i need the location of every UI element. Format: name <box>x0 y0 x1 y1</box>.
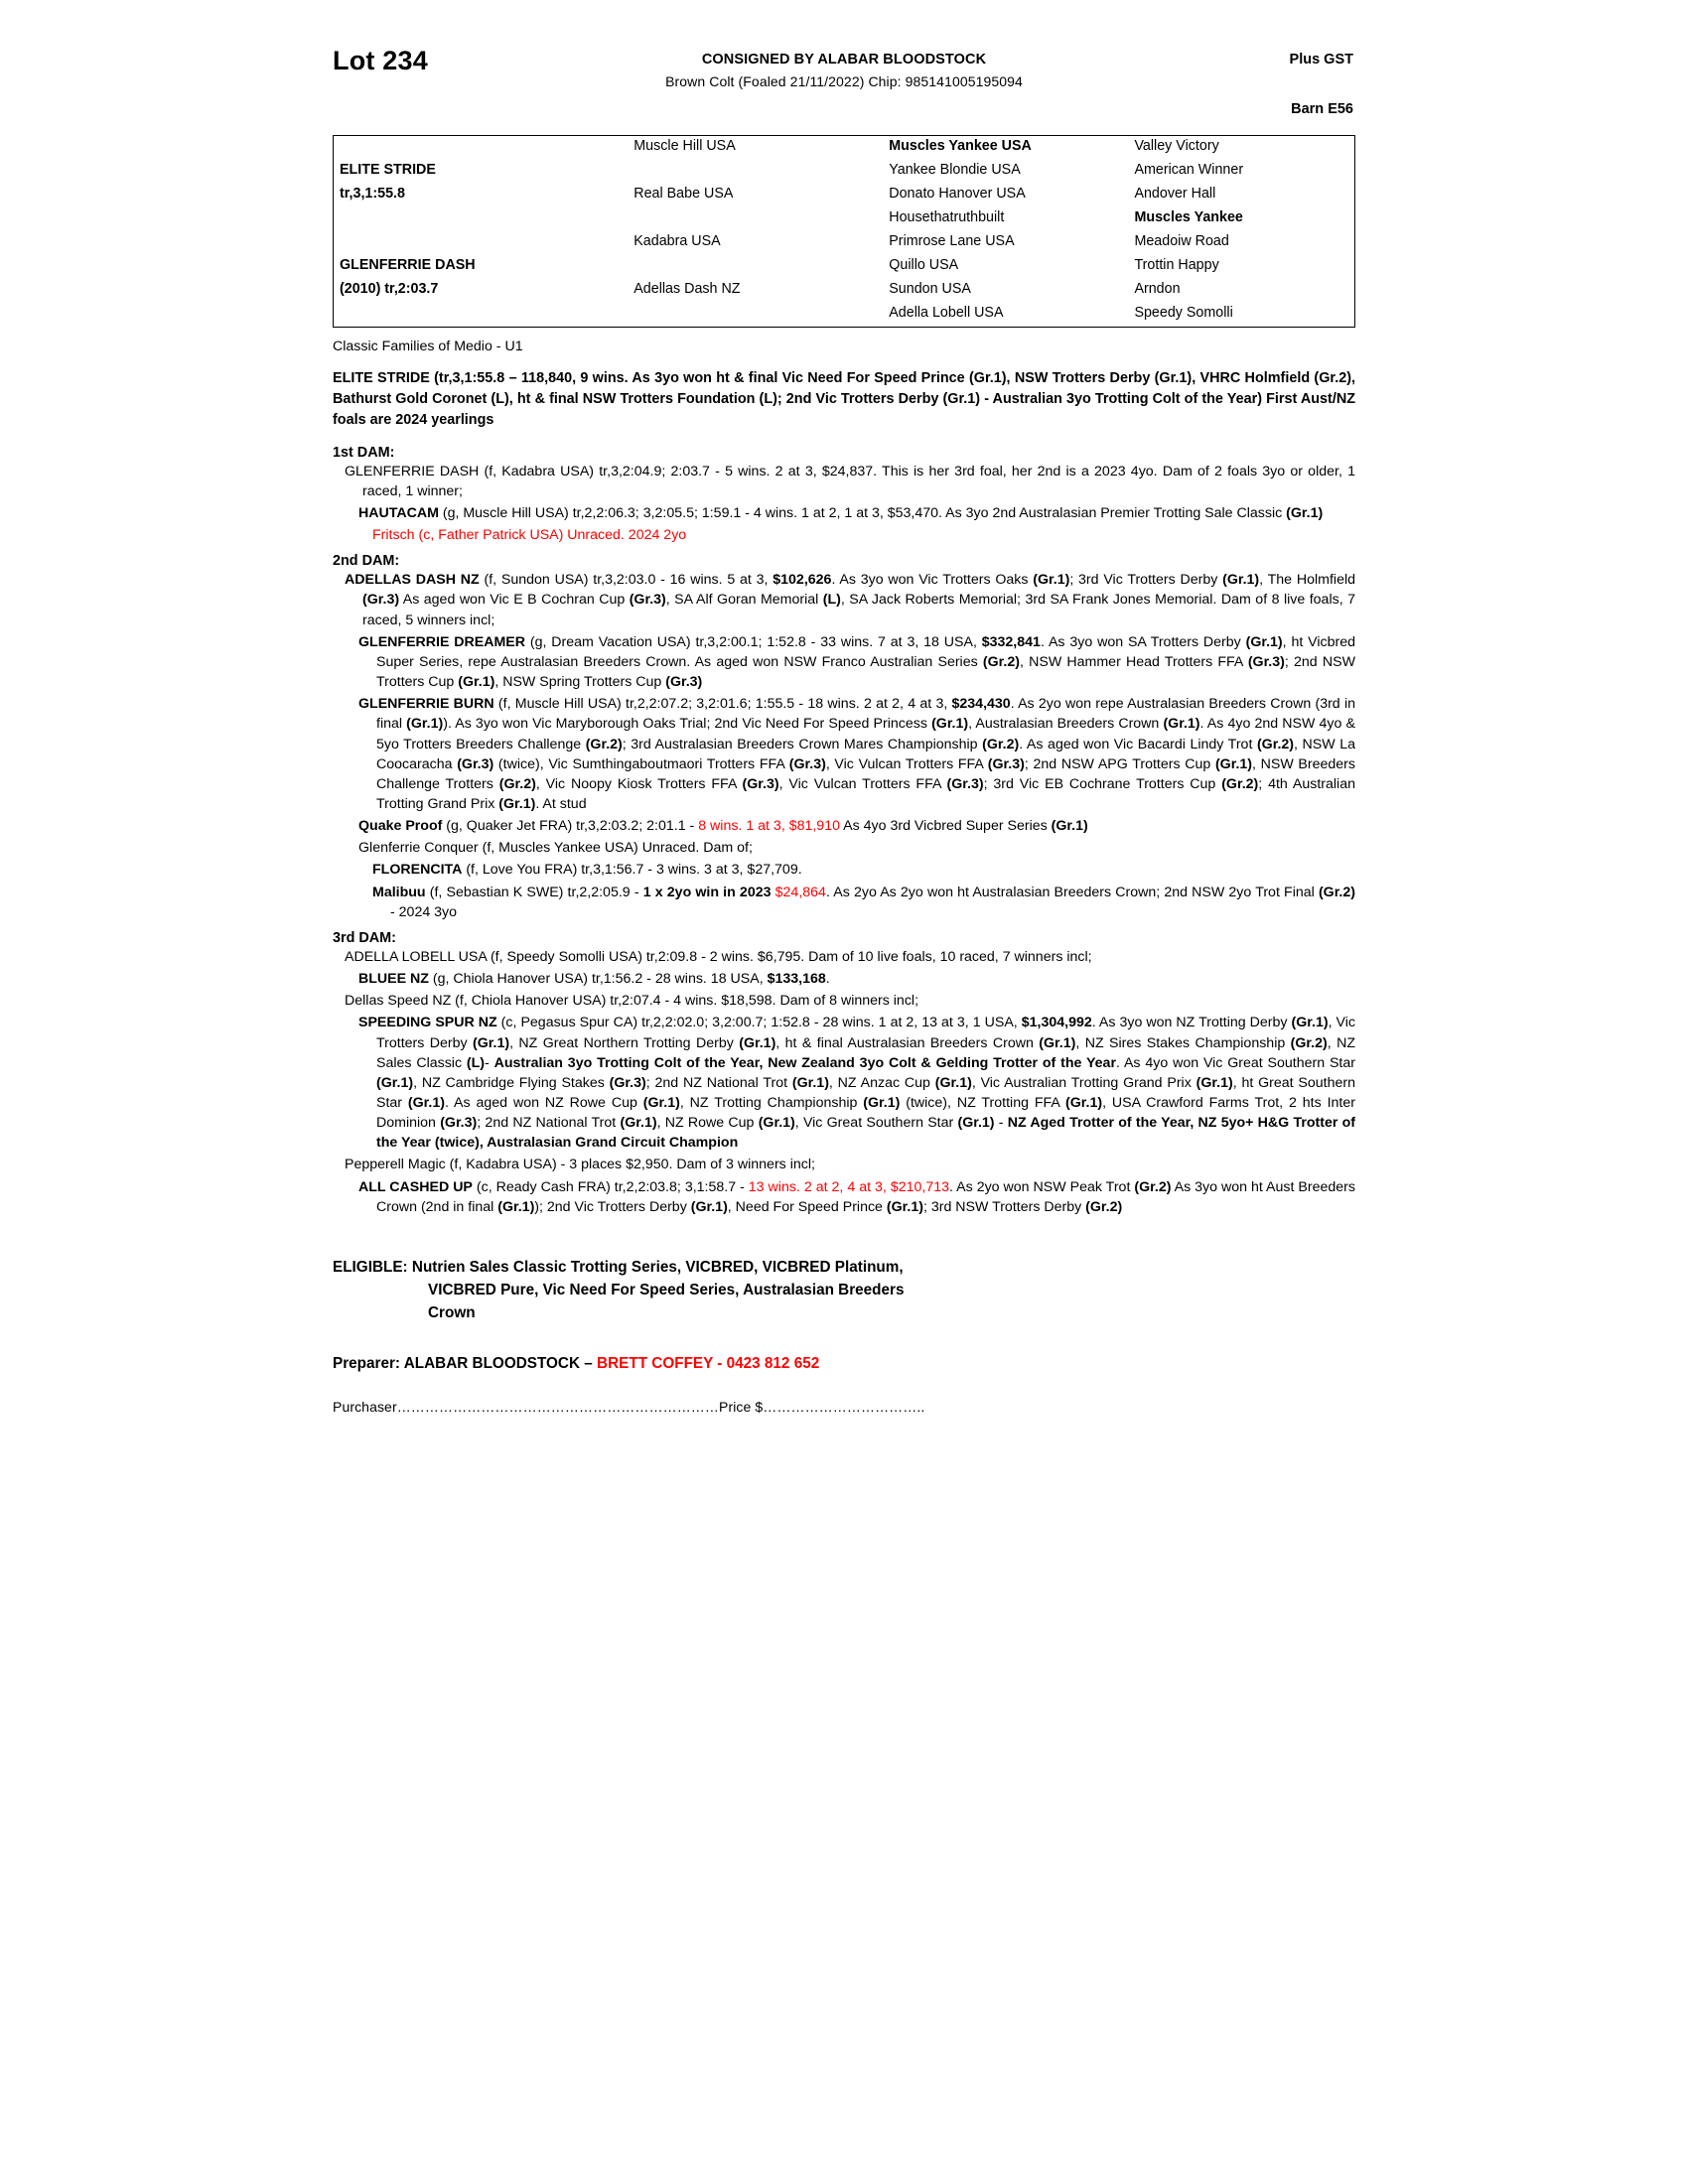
entry-text: (g, Quaker Jet FRA) tr,3,2:03.2; 2:01.1 - <box>442 818 699 835</box>
pedigree-row <box>334 207 1354 231</box>
pedigree-cell: tr,3,1:55.8 <box>340 186 405 202</box>
pedigree-cell <box>334 207 628 231</box>
entry-text: Quake Proof <box>358 818 443 835</box>
entry-text: , SA Alf Goran Memorial <box>665 592 823 609</box>
entry-text: (Gr.3) <box>665 674 703 691</box>
entry-text: (Gr.1) <box>931 716 969 733</box>
entry-text: . As 3yo won NZ Trotting Derby <box>1091 1015 1292 1031</box>
pedigree-entry-adellas-dash <box>333 570 1355 629</box>
entry-text: HAUTACAM <box>358 504 439 521</box>
pedigree-cell: Real Babe USA <box>633 186 734 202</box>
entry-text: (Gr.1) <box>934 1074 972 1091</box>
entry-text: . As 2yo won NSW Peak Trot <box>949 1178 1135 1195</box>
entry-text: ; 3rd Vic Trotters Derby <box>1069 572 1223 589</box>
entry-text: , NZ Sales Classic <box>376 1034 1355 1071</box>
eligible-line1: Nutrien Sales Classic Trotting Series, VICBRED, VICBRED Platinum, <box>407 1258 904 1276</box>
pedigree-entry-glenferrie-burn <box>333 694 1355 814</box>
entry-text: (Gr.2) <box>1318 884 1355 900</box>
entry-text: (Gr.3) <box>742 775 779 792</box>
entry-text: , NZ Cambridge Flying Stakes <box>413 1074 610 1091</box>
entry-text: ; 2nd NSW Trotters Cup <box>376 653 1355 691</box>
entry-text: , Australasian Breeders Crown <box>968 716 1164 733</box>
pedigree-cell: Donato Hanover USA <box>889 186 1026 202</box>
entry-text: (Gr.2) <box>1256 736 1295 752</box>
plus-gst-label: Plus GST <box>1289 52 1353 68</box>
entry-text: $234,430 <box>951 696 1011 713</box>
pedigree-cell: Adellas Dash NZ <box>633 281 741 297</box>
pedigree-cell: Valley Victory <box>1134 138 1219 154</box>
entry-text: (c, Pegasus Spur CA) tr,2,2:02.0; 3,2:00.7; 1:52.8 - 28 wins. 1 at 2, 13 at 3, 1 USA, <box>496 1015 1022 1031</box>
pedigree-row <box>334 136 1354 160</box>
pedigree-cell: Yankee Blondie USA <box>889 162 1021 178</box>
preparer-contact[interactable]: BRETT COFFEY - 0423 812 652 <box>597 1354 820 1372</box>
entry-text: , Vic Vulcan Trotters FFA <box>825 755 988 772</box>
entry-text: ; 3rd Vic EB Cochrane Trotters Cup <box>983 775 1222 792</box>
entry-text: $102,626 <box>773 572 832 589</box>
entry-text: . As 4yo won Vic Great Southern Star <box>1115 1054 1355 1071</box>
pedigree-cell: Housethatruthbuilt <box>889 209 1005 225</box>
pedigree-row <box>334 255 1354 279</box>
eligible-line2: VICBRED Pure, Vic Need For Speed Series, Australasian Breeders <box>428 1281 905 1298</box>
pedigree-cell: Kadabra USA <box>633 233 721 249</box>
pedigree-table <box>333 135 1355 328</box>
pedigree-entry-glenferrie-dreamer <box>333 632 1355 692</box>
entry-text: (g, Muscle Hill USA) tr,2,2:06.3; 3,2:05.5; 1:59.1 - 4 wins. 1 at 2, 1 at 3, $53,470. As 3yo 2nd Australasian Premier Trotting Sale Classic <box>438 504 1287 521</box>
pedigree-cell <box>334 303 628 327</box>
entry-text: . As 2yo won repe Australasian Breeders Crown (3rd in final <box>376 696 1355 733</box>
entry-text: (Gr.3) <box>987 755 1025 772</box>
entry-text: . At stud <box>535 795 587 812</box>
entry-text: NZ Aged Trotter of the Year, NZ 5yo+ H&G Trotter of the Year (twice), Australasian Grand Circuit Champion <box>376 1115 1356 1152</box>
pedigree-row <box>334 303 1354 327</box>
pedigree-cell <box>628 160 883 184</box>
entry-text: Dellas Speed NZ (f, Chiola Hanover USA) tr,2:07.4 - 4 wins. $18,598. Dam of 8 winners incl; <box>345 993 919 1010</box>
entry-text: (Gr.1) <box>620 1115 657 1132</box>
entry-text: ; 3rd NSW Trotters Derby <box>922 1198 1086 1215</box>
pedigree-cell: Sundon USA <box>889 281 971 297</box>
pedigree-cell <box>334 231 628 255</box>
entry-text: (Gr.3) <box>457 755 494 772</box>
entry-text: (Gr.1) <box>1033 572 1070 589</box>
pedigree-row <box>334 231 1354 255</box>
pedigree-cell <box>628 303 883 327</box>
pedigree-cell: Quillo USA <box>889 257 959 273</box>
pedigree-cell: Meadoiw Road <box>1134 233 1229 249</box>
entry-text: , NZ Great Northern Trotting Derby <box>509 1034 740 1051</box>
second-dam-entries <box>333 570 1355 922</box>
entry-text: , NZ Anzac Cup <box>828 1074 935 1091</box>
entry-text: (Gr.1) <box>690 1198 728 1215</box>
pedigree-cell: Muscles Yankee USA <box>889 138 1032 154</box>
entry-text: (Gr.1) <box>863 1095 901 1111</box>
entry-text: (f, Love You FRA) tr,3,1:56.7 - 3 wins. 3 at 3, $27,709. <box>462 862 802 879</box>
entry-text: (Gr.2) <box>585 736 623 752</box>
entry-text: (Gr.1) <box>1214 755 1253 772</box>
entry-text: (Gr.1) <box>376 1074 414 1091</box>
entry-text: ; 2nd NSW APG Trotters Cup <box>1024 755 1215 772</box>
entry-text: , Vic Australian Trotting Grand Prix <box>971 1074 1196 1091</box>
pedigree-rows <box>334 136 1354 327</box>
entry-text: (f, Muscle Hill USA) tr,2,2:07.2; 3,2:01.6; 1:55.5 - 18 wins. 2 at 2, 4 at 3, <box>493 696 952 713</box>
pedigree-cell: Speedy Somolli <box>1134 305 1233 321</box>
entry-text: Fritsch (c, Father Patrick USA) Unraced. 2024 2yo <box>372 527 687 544</box>
first-dam-entries <box>333 462 1355 546</box>
entry-text: (Gr.1) <box>473 1034 510 1051</box>
entry-text: $24,864 <box>774 884 826 900</box>
entry-text: ). As 3yo won Vic Maryborough Oaks Trial; 2nd Vic Need For Speed Princess <box>443 716 932 733</box>
entry-text: (Gr.1) <box>1163 716 1200 733</box>
page-header <box>333 40 1355 131</box>
entry-text: , Vic Noopy Kiosk Trotters FFA <box>535 775 743 792</box>
pedigree-entry-bluee-nz <box>333 969 1355 989</box>
entry-text: (Gr.3) <box>629 592 666 609</box>
entry-text: , SA Jack Roberts Memorial; 3rd SA Frank Jones Memorial. Dam of 8 live foals, 7 raced, 5 winners incl; <box>362 592 1355 628</box>
pedigree-cell <box>334 136 628 160</box>
entry-text: , Vic Great Southern Star <box>794 1115 958 1132</box>
pedigree-entry-speeding-spur <box>333 1013 1355 1153</box>
entry-text: (Gr.1) <box>1291 1015 1329 1031</box>
entry-text: (Gr.1) <box>1196 1074 1233 1091</box>
entry-text: (Gr.3) <box>440 1115 478 1132</box>
entry-text: (Gr.1) <box>407 1095 445 1111</box>
eligible-line3: Crown <box>428 1303 476 1321</box>
entry-text: ; 2nd NZ National Trot <box>645 1074 792 1091</box>
entry-text: . As 3yo won SA Trotters Derby <box>1040 633 1246 650</box>
entry-text: , NSW Breeders Challenge Trotters <box>376 755 1355 792</box>
preparer-block <box>333 1355 1355 1373</box>
entry-text: (Gr.1) <box>458 674 495 691</box>
entry-text: . As aged won NZ Rowe Cup <box>444 1095 643 1111</box>
entry-text: (Gr.2) <box>982 653 1020 670</box>
entry-text: GLENFERRIE DREAMER <box>358 633 526 650</box>
entry-text: , ht Vicbred Super Series, repe Australasian Breeders Crown. As aged won NSW Franco Australian Series <box>376 633 1355 670</box>
entry-text: 13 wins. 2 at 2, 4 at 3, $210,713 <box>748 1178 950 1195</box>
preparer-label: Preparer: ALABAR BLOODSTOCK – <box>333 1354 598 1372</box>
entry-text: (Gr.3) <box>1247 653 1285 670</box>
pedigree-cell <box>628 207 883 231</box>
purchaser-line[interactable]: Purchaser……………………………………………………………Price $…………………………….. <box>333 1398 925 1415</box>
entry-text: (Gr.3) <box>788 755 826 772</box>
pedigree-entry-hautacam <box>333 503 1355 523</box>
entry-text: $133,168 <box>767 971 826 988</box>
entry-text: SPEEDING SPUR NZ <box>358 1015 497 1031</box>
entry-text: Pepperell Magic (f, Kadabra USA) - 3 places $2,950. Dam of 3 winners incl; <box>345 1157 815 1173</box>
entry-text: . As 3yo won Vic Trotters Oaks <box>831 572 1034 589</box>
entry-text: (Gr.1) <box>406 716 444 733</box>
entry-text: 1 x 2yo win in 2023 <box>642 884 775 900</box>
entry-text: , NSW La Coocaracha <box>376 736 1355 772</box>
catalogue-sheet <box>333 40 1355 1415</box>
pedigree-cell: Muscle Hill USA <box>633 138 736 154</box>
entry-text: (g, Dream Vacation USA) tr,3,2:00.1; 1:52.8 - 33 wins. 7 at 3, 18 USA, <box>525 633 982 650</box>
entry-text: , Vic Vulcan Trotters FFA <box>778 775 947 792</box>
entry-text: (Gr.2) <box>498 775 536 792</box>
entry-text: (Gr.2) <box>1085 1198 1123 1215</box>
entry-text: , Vic Trotters Derby <box>376 1015 1355 1051</box>
entry-text: ALL CASHED UP <box>358 1178 473 1195</box>
pedigree-entry-all-cashed-up <box>333 1177 1355 1217</box>
first-dam-heading: 1st DAM: <box>333 444 395 461</box>
entry-text: - 2024 3yo <box>390 903 458 920</box>
entry-text: (Gr.3) <box>609 1074 646 1091</box>
pedigree-entry-glenferrie-dash <box>333 462 1355 501</box>
pedigree-entry-quake-proof <box>333 816 1355 836</box>
pedigree-row <box>334 184 1354 207</box>
entry-text: ; 3rd Australasian Breeders Crown Mares Championship <box>622 736 983 752</box>
entry-text: (f, Speedy Somolli USA) tr,2:09.8 - 2 wins. $6,795. Dam of 10 live foals, 10 raced, 7 winners incl; <box>487 948 1092 965</box>
entry-text: (Gr.2) <box>982 736 1020 752</box>
entry-text: ; 4th Australian Trotting Grand Prix <box>376 775 1355 812</box>
pedigree-cell: Adella Lobell USA <box>889 305 1004 321</box>
entry-text: GLENFERRIE DASH <box>345 463 480 479</box>
classic-families: Classic Families of Medio - U1 <box>333 339 523 354</box>
pedigree-cell: ELITE STRIDE <box>340 162 436 178</box>
entry-text: BLUEE NZ <box>358 971 429 988</box>
entry-text: . <box>825 971 830 988</box>
entry-text: (L) <box>822 592 841 609</box>
entry-text: . As aged won Vic Bacardi Lindy Trot <box>1019 736 1257 752</box>
entry-text: GLENFERRIE BURN <box>358 696 494 713</box>
entry-text: (Gr.1) <box>957 1115 995 1132</box>
entry-text: (Gr.1) <box>1051 818 1088 835</box>
entry-text: As aged won Vic E B Cochran Cup <box>399 592 630 609</box>
eligible-block <box>333 1257 1355 1325</box>
sire-performance-note: ELITE STRIDE (tr,3,1:55.8 – 118,840, 9 wins. As 3yo won ht & final Vic Need For Speed Prince (Gr.1), NSW Trotters Derby (Gr.1), VHRC Holmfield (Gr.2), Bathurst Gold Coronet (L), ht & final NSW Trotters Foundation (L); 2nd Vic Trotters Derby (Gr.1) - Australian 3yo Trotting Colt of the Year) First Aust/NZ foals are 2024 yearlings <box>333 370 1355 428</box>
entry-text: (Gr.2) <box>1290 1034 1328 1051</box>
entry-text: (Gr.1) <box>1245 633 1283 650</box>
horse-description: Brown Colt (Foaled 21/11/2022) Chip: 985141005195094 <box>665 73 1023 89</box>
entry-text: (Gr.1) <box>1286 504 1324 521</box>
pedigree-entry-fritsch <box>333 525 1355 545</box>
pedigree-cell: Arndon <box>1134 281 1181 297</box>
entry-text: (L) <box>466 1054 486 1071</box>
consignment-block <box>333 52 1355 89</box>
entry-text: ; 2nd NZ National Trot <box>477 1115 621 1132</box>
pedigree-cell: Primrose Lane USA <box>889 233 1015 249</box>
pedigree-entry-pepperell-magic <box>333 1155 1355 1174</box>
entry-text: As 4yo 3rd Vicbred Super Series <box>839 818 1052 835</box>
consigned-by: CONSIGNED BY ALABAR BLOODSTOCK <box>701 52 987 68</box>
pedigree-row <box>334 279 1354 303</box>
entry-text: (Gr.3) <box>362 592 400 609</box>
entry-text: (Gr.3) <box>946 775 984 792</box>
second-dam-heading: 2nd DAM: <box>333 553 400 570</box>
entry-text: (Gr.1) <box>497 1198 535 1215</box>
pedigree-cell: Andover Hall <box>1134 186 1216 202</box>
entry-text: (Gr.1) <box>758 1115 795 1132</box>
entry-text: . As 4yo 2nd NSW 4yo & 5yo Trotters Breeders Challenge <box>376 716 1356 752</box>
entry-text: (Gr.1) <box>498 795 536 812</box>
entry-text: ); 2nd Vic Trotters Derby <box>534 1198 691 1215</box>
pedigree-row <box>334 160 1354 184</box>
barn-label: Barn E56 <box>1291 101 1353 117</box>
entry-text: (f, Sebastian K SWE) tr,2,2:05.9 - <box>425 884 643 900</box>
entry-text: $332,841 <box>981 633 1041 650</box>
entry-text: , ht & final Australasian Breeders Crown <box>775 1034 1040 1051</box>
third-dam-entries <box>333 947 1355 1217</box>
entry-text: , NSW Hammer Head Trotters FFA <box>1019 653 1248 670</box>
entry-text: (Gr.1) <box>1222 572 1260 589</box>
entry-text: (Gr.1) <box>642 1095 680 1111</box>
pedigree-cell: GLENFERRIE DASH <box>340 257 476 273</box>
pedigree-entry-malibuu <box>333 883 1355 922</box>
entry-text: , USA Crawford Farms Trot, 2 hts Inter Dominion <box>376 1095 1355 1132</box>
entry-text: , The Holmfield <box>1259 572 1355 589</box>
pedigree-cell: Trottin Happy <box>1134 257 1219 273</box>
lot-number: Lot 234 <box>333 46 428 75</box>
entry-text: - <box>994 1115 1008 1132</box>
entry-text: (Gr.1) <box>886 1198 923 1215</box>
third-dam-heading: 3rd DAM: <box>333 929 396 946</box>
entry-text: , ht Great Southern Star <box>376 1074 1356 1111</box>
entry-text: As 3yo won ht Aust Breeders Crown (2nd in final <box>376 1178 1355 1215</box>
entry-text: ADELLA LOBELL USA <box>345 948 488 965</box>
entry-text: (Gr.1) <box>739 1034 776 1051</box>
entry-text: , NZ Sires Stakes Championship <box>1075 1034 1291 1051</box>
pedigree-entry-florencita <box>333 860 1355 880</box>
entry-text: (twice), Vic Sumthingaboutmaori Trotters FFA <box>493 755 789 772</box>
entry-text: Australian 3yo Trotting Colt of the Year, New Zealand 3yo Colt & Gelding Trotter of the Year <box>493 1054 1116 1071</box>
pedigree-entry-dellas-speed <box>333 991 1355 1011</box>
pedigree-cell: American Winner <box>1134 162 1244 178</box>
entry-text: . As 2yo As 2yo won ht Australasian Breeders Crown; 2nd NSW 2yo Trot Final <box>825 884 1319 900</box>
entry-text: (f, Kadabra USA) tr,3,2:04.9; 2:03.7 - 5 wins. 2 at 3, $24,837. This is her 3rd foal, her 2nd is a 2023 4yo. Dam of 2 foals 3yo or older, 1 raced, 1 winner; <box>362 463 1355 499</box>
entry-text: $1,304,992 <box>1021 1015 1092 1031</box>
pedigree-cell: Muscles Yankee <box>1134 209 1243 225</box>
entry-text: (Gr.2) <box>1221 775 1259 792</box>
entry-text: (Gr.1) <box>1065 1095 1103 1111</box>
pedigree-cell <box>628 255 883 279</box>
entry-text: 8 wins. 1 at 3, $81,910 <box>698 818 840 835</box>
pedigree-entry-glenferrie-conquer <box>333 838 1355 858</box>
entry-text: , NZ Rowe Cup <box>656 1115 759 1132</box>
pedigree-entry-adella-lobell <box>333 947 1355 967</box>
eligible-label: ELIGIBLE: <box>333 1258 408 1276</box>
entry-text: (f, Sundon USA) tr,3,2:03.0 - 16 wins. 5 at 3, <box>479 572 774 589</box>
entry-text: , NZ Trotting Championship <box>679 1095 864 1111</box>
entry-text: Glenferrie Conquer (f, Muscles Yankee USA) Unraced. Dam of; <box>358 840 753 857</box>
entry-text: , NSW Spring Trotters Cup <box>494 674 666 691</box>
entry-text: (Gr.1) <box>1039 1034 1076 1051</box>
entry-text: ADELLAS DASH NZ <box>345 572 480 589</box>
entry-text: , Need For Speed Prince <box>727 1198 887 1215</box>
entry-text: (g, Chiola Hanover USA) tr,1:56.2 - 28 wins. 18 USA, <box>428 971 768 988</box>
entry-text: (Gr.1) <box>791 1074 829 1091</box>
entry-text: (twice), NZ Trotting FFA <box>900 1095 1065 1111</box>
entry-text: Malibuu <box>372 884 426 900</box>
entry-text: (c, Ready Cash FRA) tr,2,2:03.8; 3,1:58.7 - <box>472 1178 749 1195</box>
entry-text: - <box>485 1054 494 1071</box>
pedigree-cell: (2010) tr,2:03.7 <box>340 281 439 297</box>
entry-text: FLORENCITA <box>372 862 463 879</box>
entry-text: (Gr.2) <box>1134 1178 1172 1195</box>
